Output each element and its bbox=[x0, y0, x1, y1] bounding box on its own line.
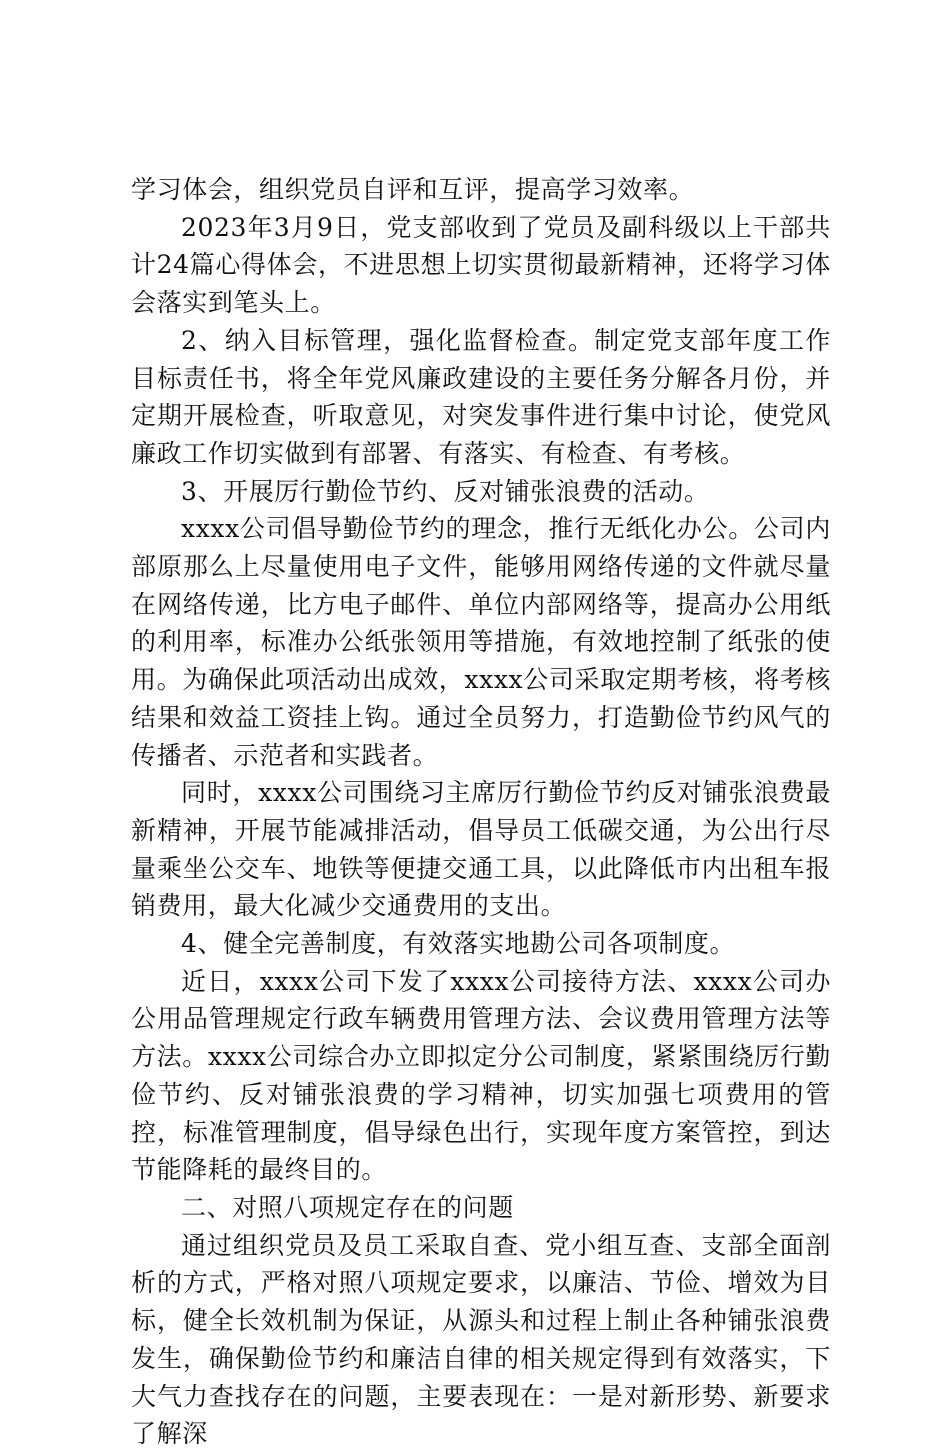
paragraph-self-inspection: 通过组织党员及员工采取自查、党小组互查、支部全面剖析的方式，严格对照八项规定要求，以廉洁、节俭、增效为目标，健全长效机制为保证，从源头和过程上制止各种铺张浪费发生，确保勤俭节约和廉洁自律的相关规定得到有效落实，下大气力查找存在的问题，主要表现在：一是对新形势、新要求了解深 bbox=[131, 1230, 831, 1449]
paragraph-heading-frugality-activity: 3、开展厉行勤俭节约、反对铺张浪费的活动。 bbox=[181, 476, 710, 506]
paragraph-study-experience: 学习体会，组织党员自评和互评，提高学习效率。 bbox=[131, 175, 695, 204]
paragraph-recent-regulations: 近日，xxxx公司下发了xxxx公司接待方法、xxxx公司办公用品管理规定行政车辆费用管理方法、会议费用管理方法等方法。xxxx公司综合办立即拟定分公司制度，紧紧围绕厉行勤俭节约、反对铺张浪费的学习精神，切实加强七项费用的管控，标准管理制度，倡导绿色出行，实现年度方案管控，到达节能降耗的最终目的。 bbox=[131, 966, 831, 1185]
paragraph-energy-saving: 同时，xxxx公司围绕习主席厉行勤俭节约反对铺张浪费最新精神，开展节能减排活动，倡导员工低碳交通，为公出行尽量乘坐公交车、地铁等便捷交通工具，以此降低市内出租车报销费用，最大化减少交通费用的支出。 bbox=[131, 778, 831, 921]
paragraph-heading-improve-systems: 4、健全完善制度，有效落实地勘公司各项制度。 bbox=[181, 929, 736, 959]
paragraph-paperless-office: xxxx公司倡导勤俭节约的理念，推行无纸化办公。公司内部原那么上尽量使用电子文件，能够用网络传递的文件就尽量在网络传递，比方电子邮件、单位内部网络等，提高办公用纸的利用率，标准办公纸张领用等措施，有效地控制了纸张的使用。为确保此项活动出成效，xxxx公司采取定期考核，将考核结果和效益工资挂上钩。通过全员努力，打造勤俭节约风气的传播者、示范者和实践者。 bbox=[131, 514, 831, 770]
paragraph-section-heading-problems: 二、对照八项规定存在的问题 bbox=[181, 1192, 514, 1222]
document-body bbox=[131, 171, 831, 1453]
paragraph-march-9: 2023年3月9日，党支部收到了党员及副科级以上干部共计24篇心得体会，不进思想上切实贯彻最新精神，还将学习体会落实到笔头上。 bbox=[131, 212, 831, 318]
paragraph-target-management: 2、纳入目标管理，强化监督检查。制定党支部年度工作目标责任书，将全年党风廉政建设的主要任务分解各月份，并定期开展检查，听取意见，对突发事件进行集中讨论，使党风廉政工作切实做到有部署、有落实、有检查、有考核。 bbox=[131, 325, 831, 468]
